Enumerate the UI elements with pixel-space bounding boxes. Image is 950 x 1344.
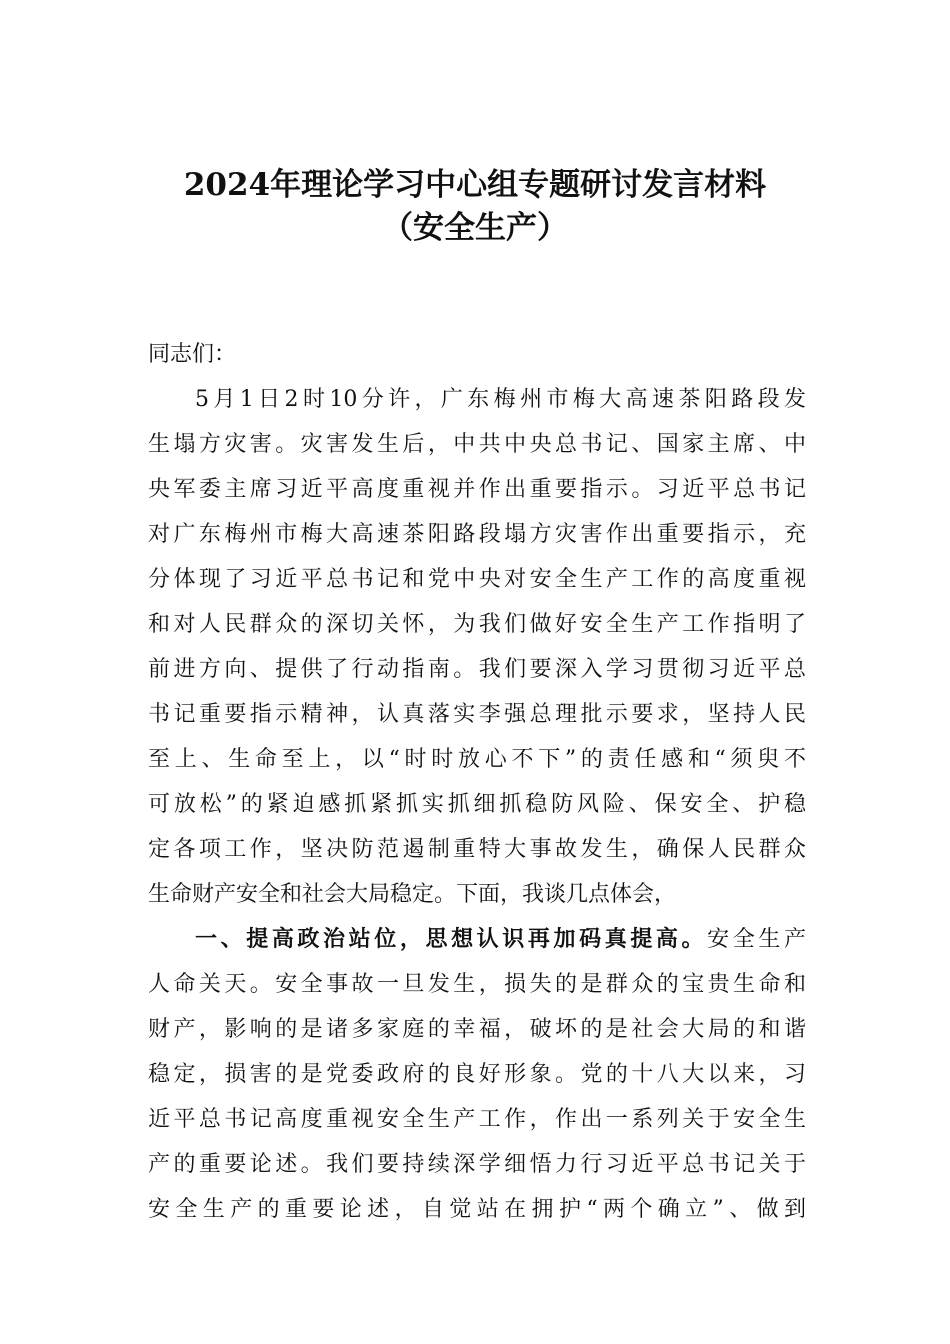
body-line: 安全生产的重要论述，自觉站在拥护“两个确立”、做到 bbox=[148, 1197, 806, 1222]
body-line: 产的重要论述。我们要持续深学细悟力行习近平总书记关于 bbox=[148, 1152, 806, 1177]
body-line: 书记重要指示精神，认真落实李强总理批示要求，坚持人民 bbox=[148, 702, 806, 727]
body-text: 安全生产 bbox=[707, 927, 806, 952]
section-heading-line bbox=[148, 917, 806, 962]
body-line: 财产，影响的是诸多家庭的幸福，破坏的是社会大局的和谐 bbox=[148, 1017, 806, 1042]
document-subtitle: （安全生产） bbox=[382, 210, 568, 246]
document-title: 2024年理论学习中心组专题研讨发言材料 bbox=[183, 167, 767, 203]
body-line: 分体现了习近平总书记和党中央对安全生产工作的高度重视 bbox=[148, 567, 806, 592]
body-line: 对广东梅州市梅大高速茶阳路段塌方灾害作出重要指示，充 bbox=[148, 522, 806, 547]
section-heading: 一、提高政治站位，思想认识再加码真提高。 bbox=[195, 926, 708, 952]
body-line: 生塌方灾害。灾害发生后，中共中央总书记、国家主席、中 bbox=[148, 432, 806, 457]
body-line: 稳定，损害的是党委政府的良好形象。党的十八大以来，习 bbox=[148, 1062, 806, 1087]
body-line: 前进方向、提供了行动指南。我们要深入学习贯彻习近平总 bbox=[148, 657, 806, 682]
body-line: 人命关天。安全事故一旦发生，损失的是群众的宝贵生命和 bbox=[148, 972, 806, 997]
body-line: 生命财产安全和社会大局稳定。下面，我谈几点体会， bbox=[148, 882, 677, 907]
body-line: 和对人民群众的深切关怀，为我们做好安全生产工作指明了 bbox=[148, 612, 806, 637]
body-line: 可放松”的紧迫感抓紧抓实抓细抓稳防风险、保安全、护稳 bbox=[148, 792, 806, 817]
salutation: 同志们： bbox=[148, 342, 237, 367]
body-line: 近平总书记高度重视安全生产工作，作出一系列关于安全生 bbox=[148, 1107, 806, 1132]
body-line: 至上、生命至上，以“时时放心不下”的责任感和“须臾不 bbox=[148, 747, 806, 772]
document-body bbox=[148, 332, 806, 1232]
body-line: 5月1日2时10分许，广东梅州市梅大高速茶阳路段发 bbox=[195, 387, 806, 412]
body-line: 央军委主席习近平高度重视并作出重要指示。习近平总书记 bbox=[148, 477, 806, 502]
body-line: 定各项工作，坚决防范遏制重特大事故发生，确保人民群众 bbox=[148, 837, 806, 862]
